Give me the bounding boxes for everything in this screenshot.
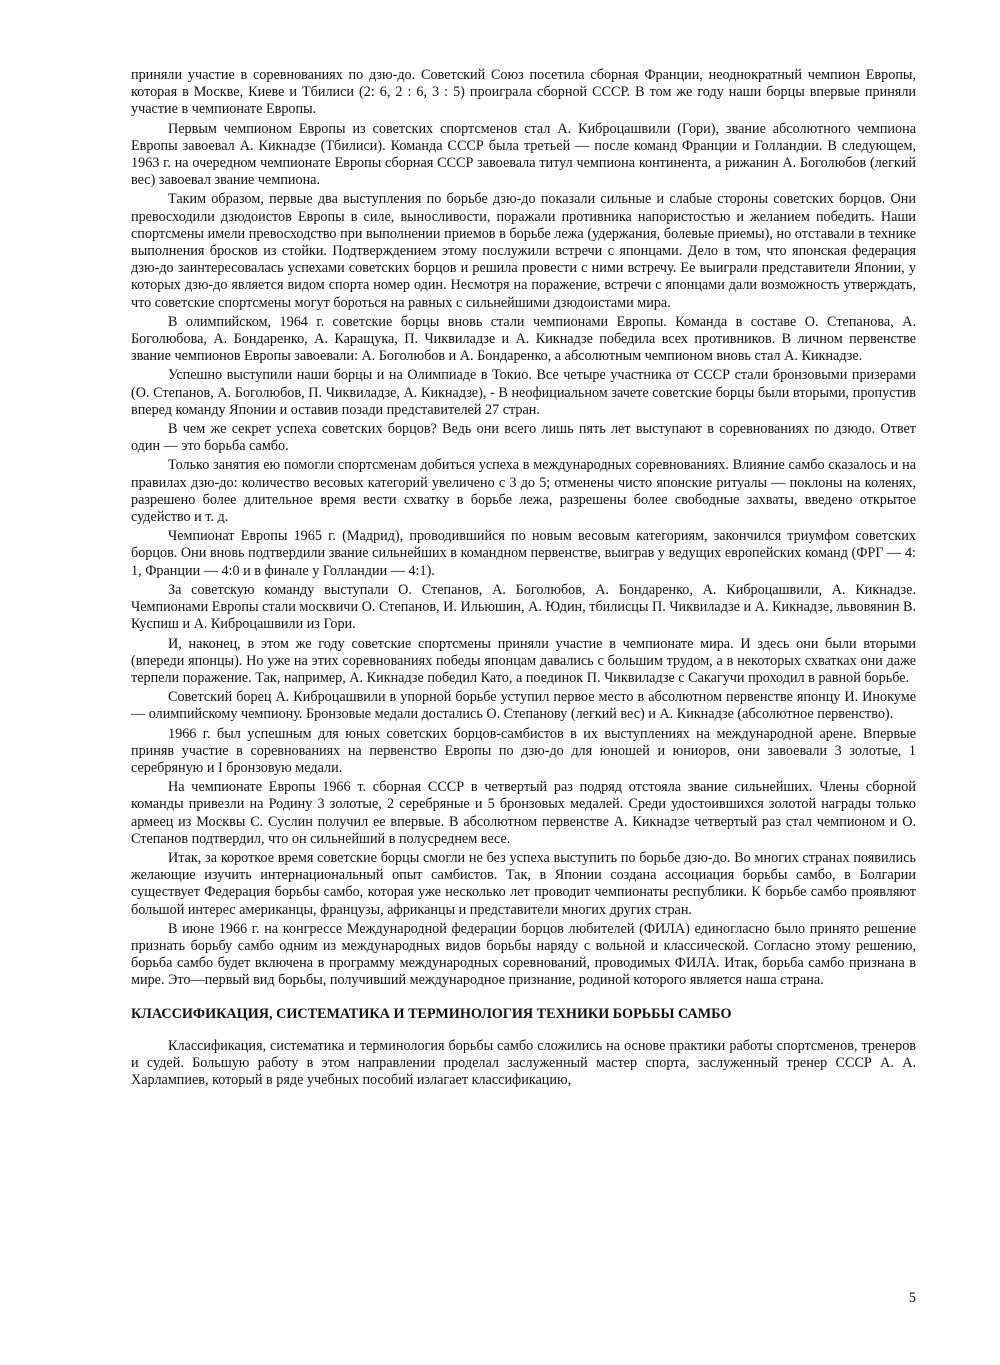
paragraph: Только занятия ею помогли спортсменам добиться успеха в международных соревнованиях. Влияние самбо сказалось и на правилах дзю-до: количество весовых категорий увеличено с 3 до 5; отменены чисто японские ритуалы — поклоны на коленях, разрешено более длительное время вести схватку в борьбе лежа, разрешены более свободные захваты, введено открытое судейство и т. д. — [131, 457, 916, 526]
paragraph: Советский борец А. Киброцашвили в упорной борьбе уступил первое место в абсолютном первенстве японцу И. Инокуме — олимпийскому чемпиону. Бронзовые медали достались О. Степанову (легкий вес) и А. Кикнадзе (абсолютное первенство). — [131, 689, 916, 723]
paragraph: В чем же секрет успеха советских борцов? Ведь они всего лишь пять лет выступают в соревнованиях по дзюдо. Ответ один — это борьба самбо. — [131, 421, 916, 455]
paragraph: В олимпийском, 1964 г. советские борцы вновь стали чемпионами Европы. Команда в составе О. Степанова, А. Боголюбова, А. Бондаренко, А. Каращука, П. Чиквиладзе и А. Кикнадзе победила всех противников. В личном первенстве звание чемпионов Европы завоевали: А. Боголюбов и А. Бондаренко, а абсолютным чемпионом вновь стал А. Кикнадзе. — [131, 313, 916, 365]
paragraph: Таким образом, первые два выступления по борьбе дзю-до показали сильные и слабые стороны советских борцов. Они превосходили дзюдоистов Европы в силе, выносливости, поражали противника напористостью и желанием победить. Наши спортсмены имели превосходство при выполнении приемов в борьбе лежа (удержания, болевые приемы), но отставали в технике выполнения бросков из стойки. Подтверждением этому послужили встречи с японцами. Дело в том, что японская федерация дзю-до заинтересовалась успехами советских борцов и решила провести с ними встречу. Ее выиграли представители Японии, у которых дзю-до является видом спорта номер один. Несмотря на поражение, встречи с японцами дали возможность утверждать, что советские спортсмены могут бороться на равных с сильнейшими дзюдоистами мира. — [131, 191, 916, 311]
paragraph: 1966 г. был успешным для юных советских борцов-самбистов в их выступлениях на международной арене. Впервые приняв участие в соревнованиях на первенство Европы по дзю-до для юношей и юниоров, они завоевали 3 золотые, 1 серебряную и I бронзовую медали. — [131, 725, 916, 776]
paragraph: И, наконец, в этом же году советские спортсмены приняли участие в чемпионате мира. И здесь они были вторыми (впереди японцы). Но уже на этих соревнованиях победы японцам давались с большим трудом, а в некоторых схватках они даже терпели поражение. Так, например, А. Кикнадзе победил Като, а поединок П. Чиквиладзе с Сакагучи проходил в равной борьбе. — [131, 635, 916, 686]
paragraph: За советскую команду выступали О. Степанов, А. Боголюбов, А. Бондаренко, А. Киброцашвили, А. Кикнадзе. Чемпионами Европы стали москвичи О. Степанов, И. Ильюшин, А. Юдин, тбилисцы П. Чиквиладзе и А. Кикнадзе, львовянин В. Куспиш и А. Киброцашвили из Гори. — [131, 581, 916, 633]
section-heading: КЛАССИФИКАЦИЯ, СИСТЕМАТИКА И ТЕРМИНОЛОГИЯ ТЕХНИКИ БОРЬБЫ САМБО — [131, 1005, 732, 1022]
page-body — [131, 67, 916, 1091]
paragraph: Первым чемпионом Европы из советских спортсменов стал А. Киброцашвили (Гори), звание абсолютного чемпиона Европы завоевал А. Кикнадзе (Тбилиси). Команда СССР была третьей — после команд Франции и Голландии. В следующем, 1963 г. на очередном чемпионате Европы сборная СССР завоевала титул чемпиона континента, а рижанин А. Боголюбов (легкий вес) завоевал звание чемпиона. — [131, 120, 916, 189]
paragraph: На чемпионате Европы 1966 т. сборная СССР в четвертый раз подряд отстояла звание сильнейших. Члены сборной команды привезли на Родину 3 золотые, 2 серебряные и 5 бронзовых медалей. Среди удостоившихся золотой награды только армеец из Москвы С. Суслин получил ее впервые. В абсолютном первенстве А. Кикнадзе четвертый раз стал чемпионом и О. Степанов подтвердил, что он сильнейший в полусреднем весе. — [131, 779, 916, 847]
page-number: 5 — [908, 1290, 916, 1306]
paragraph: Итак, за короткое время советские борцы смогли не без успеха выступить по борьбе дзю-до. Во многих странах появились желающие изучить интернациональный опыт самбистов. Так, в Японии создана ассоциация борьбы самбо, в Болгарии существует Федерация борьбы самбо, которая уже несколько лет проводит чемпионаты республики. К борьбе самбо проявляют большой интерес американцы, французы, африканцы и представители многих других стран. — [131, 849, 916, 918]
paragraph: Успешно выступили наши борцы и на Олимпиаде в Токио. Все четыре участника от СССР стали бронзовыми призерами (О. Степанов, А. Боголюбов, П. Чиквиладзе, А. Кикнадзе), - В неофициальном зачете советские борцы были вторыми, пропустив вперед команду Японии и оставив позади представителей 27 стран. — [131, 367, 916, 418]
paragraph: Чемпионат Европы 1965 г. (Мадрид), проводившийся по новым весовым категориям, закончился триумфом советских борцов. Они вновь подтвердили звание сильнейших в командном первенстве, выиграв у ведущих европейских команд (ФРГ — 4: 1, Франции — 4:0 и в финале у Голландии — 4:1). — [131, 528, 916, 579]
paragraph: В июне 1966 г. на конгрессе Международной федерации борцов любителей (ФИЛА) единогласно было принято решение признать борьбу самбо одним из международных видов борьбы наряду с вольной и классической. Согласно этому решению, борьба самбо будет включена в программу международных соревнований, проводимых ФИЛА. Итак, борьба самбо признана в мире. Это—первый вид борьбы, получивший международное признание, родиной которого является наша страна. — [131, 920, 916, 989]
paragraph: Классификация, систематика и терминология борьбы самбо сложились на основе практики работы спортсменов, тренеров и судей. Большую работу в этом направлении проделал заслуженный мастер спорта, заслуженный тренер СССР А. А. Харлампиев, который в ряде учебных пособий излагает классификацию, — [131, 1037, 916, 1089]
paragraph: приняли участие в соревнованиях по дзю-до. Советский Союз посетила сборная Франции, неоднократный чемпион Европы, которая в Москве, Киеве и Тбилиси (2: 6, 2 : 6, 3 : 5) проиграла сборной СССР. В том же году наши борцы впервые приняли участие в чемпионате Европы. — [131, 67, 916, 118]
